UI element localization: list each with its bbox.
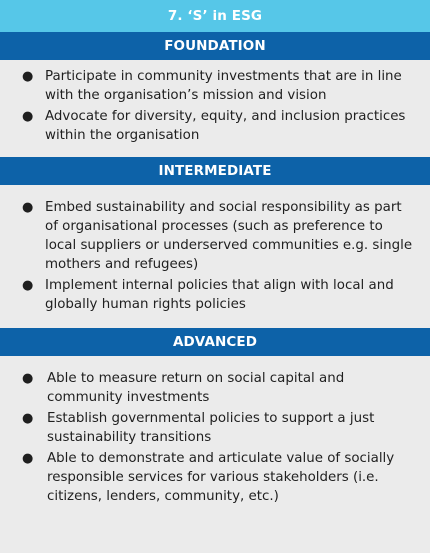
list-item (0, 107, 430, 145)
list-item (0, 369, 430, 407)
bullet-icon: ● (22, 69, 34, 84)
list-item-text: Participate in community investments that are in line with the organisation’s mission and vision (45, 69, 402, 103)
list-item-text: Implement internal policies that align with local and globally human rights policies (45, 278, 394, 312)
list-item (0, 67, 430, 105)
bullet-icon: ● (22, 371, 34, 386)
list-item-text: Able to measure return on social capital and community investments (47, 371, 345, 405)
section-body-foundation (0, 60, 430, 157)
list-item (0, 449, 430, 506)
section-body-advanced (0, 356, 430, 553)
intermediate-list (0, 198, 430, 314)
bullet-icon: ● (22, 109, 34, 124)
section-header-advanced: ADVANCED (0, 328, 430, 356)
list-item (0, 276, 430, 314)
list-item-text: Able to demonstrate and articulate value of socially responsible services for various stakeholders (i.e. citizens, lenders, community, etc.) (47, 451, 395, 504)
bullet-icon: ● (22, 451, 34, 466)
bullet-icon: ● (22, 411, 34, 426)
list-item (0, 409, 430, 447)
section-header-intermediate: INTERMEDIATE (0, 157, 430, 185)
section-body-intermediate (0, 185, 430, 328)
bullet-icon: ● (22, 200, 34, 215)
foundation-list (0, 67, 430, 145)
advanced-list (0, 369, 430, 506)
list-item-text: Advocate for diversity, equity, and inclusion practices within the organisation (45, 109, 406, 143)
section-header-foundation: FOUNDATION (0, 32, 430, 60)
page-title: 7. ‘S’ in ESG (0, 0, 430, 32)
list-item-text: Establish governmental policies to support a just sustainability transitions (47, 411, 375, 445)
bullet-icon: ● (22, 278, 34, 293)
list-item-text: Embed sustainability and social responsibility as part of organisational processes (such as preference to local suppliers or underserved communities e.g. single mothers and refugees) (45, 200, 413, 272)
list-item (0, 198, 430, 274)
